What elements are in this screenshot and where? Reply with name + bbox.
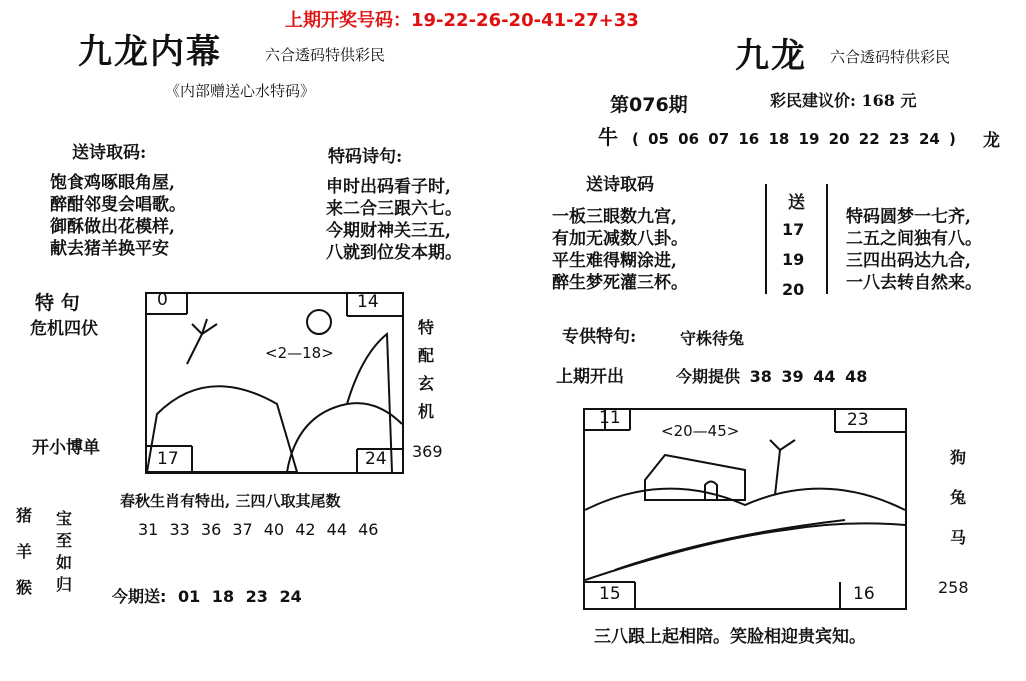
provide-numbers: 今期提供 38 39 44 48 [676,367,868,386]
frame-num-tr: 14 [357,292,379,312]
right-poem [552,206,688,294]
left-sketch-frame [145,292,404,474]
frame-num-bl: 17 [157,449,179,469]
right-sketch-frame [583,408,907,610]
poem-line: 一板三眼数九宫, [552,207,677,227]
poem-line: 八就到位发本期。 [326,243,462,263]
right-brand: 九龙 [735,36,807,76]
today-send: 今期送: 01 18 23 24 [112,587,302,606]
send-number: 20 [782,280,805,299]
poem-line: 今期财神关三五, [326,221,451,241]
poem-line: 一八去转自然来。 [846,273,982,293]
animals-a: 猪羊猴 [15,506,32,597]
frame-num-tl: 11 [599,408,621,428]
footer-poem: 三八跟上起相陪。笑脸相迎贵宾知。 [594,627,866,647]
dream-poem [846,206,982,294]
crisis-label: 危机四伏 [30,319,98,339]
frame-num-br: 16 [853,584,875,604]
left-brand: 九龙内幕 [78,32,222,72]
te-ju-label: 特 句 [35,292,80,314]
poem-line: 有加无减数八卦。 [552,229,688,249]
poem-line: 来二合三跟六七。 [326,199,462,219]
frame-num-br: 24 [365,449,387,469]
special-phrase: 守株待兔 [680,329,745,348]
poem-line: 申时出码看子时, [326,177,451,197]
poem-line: 平生难得糊涂进, [552,251,677,271]
right-animals-number: 258 [938,578,969,597]
left-poem [50,172,186,260]
last-draw-numbers: 上期开奖号码：19-22-26-20-41-27+33 [285,10,639,31]
right-animals: 狗兔马 [949,448,966,547]
frame-num-bl: 15 [599,584,621,604]
house-landscape-sketch [585,410,905,608]
right-tagline: 六合透码特供彩民 [830,48,951,66]
poem-line: 饱食鸡啄眼角屋, [50,173,175,193]
pei-number: 369 [412,442,443,461]
poem-line: 醉生梦死灌三杯。 [552,273,688,293]
poem-line: 醉酣邻叟会唱歌。 [50,195,186,215]
special-poem [326,176,462,264]
left-subtitle: 《内部赠送心水特码》 [165,82,316,100]
poem-line: 二五之间独有八。 [846,229,982,249]
pei-label: 特配玄机 [417,318,434,421]
send-number: 19 [782,250,805,269]
issue-number: 第076期 [610,94,688,116]
left-poem-title: 送诗取码: [72,143,147,163]
poem-line: 三四出码达九合, [846,251,971,271]
ox-label: 牛 [598,125,618,149]
poem-line: 特码圆梦一七齐, [846,207,971,227]
special-poem-title: 特码诗句: [328,147,403,167]
special-label: 专供特句: [562,327,637,347]
send-label: 送 [788,193,805,213]
poem-line: 御酥做出花模样, [50,217,175,237]
spring-title: 春秋生肖有特出, 三四八取其尾数 [120,492,341,510]
frame-num-tr: 23 [847,410,869,430]
left-tagline: 六合透码特供彩民 [265,46,386,64]
landscape-sketch [147,294,402,472]
dragon-label: 龙 [983,131,1000,151]
price: 彩民建议价: 168 元 [770,91,917,110]
frame-note: <20—45> [661,422,740,440]
frame-num-tl: 0 [157,290,168,310]
animals-b: 宝至如归 [55,509,72,594]
spring-numbers: 31 33 36 37 40 42 44 46 [138,520,379,539]
poem-line: 献去猪羊换平安 [50,239,169,259]
frame-note: <2—18> [265,344,334,362]
kai-xiao-label: 开小博单 [32,438,100,458]
divider-right [826,184,828,294]
send-number: 17 [782,220,805,239]
divider-left [765,184,767,294]
right-poem-title: 送诗取码 [586,175,654,195]
ox-numbers: ( 05 06 07 16 18 19 20 22 23 24 ) [632,130,956,148]
last-open-label: 上期开出 [556,367,624,387]
